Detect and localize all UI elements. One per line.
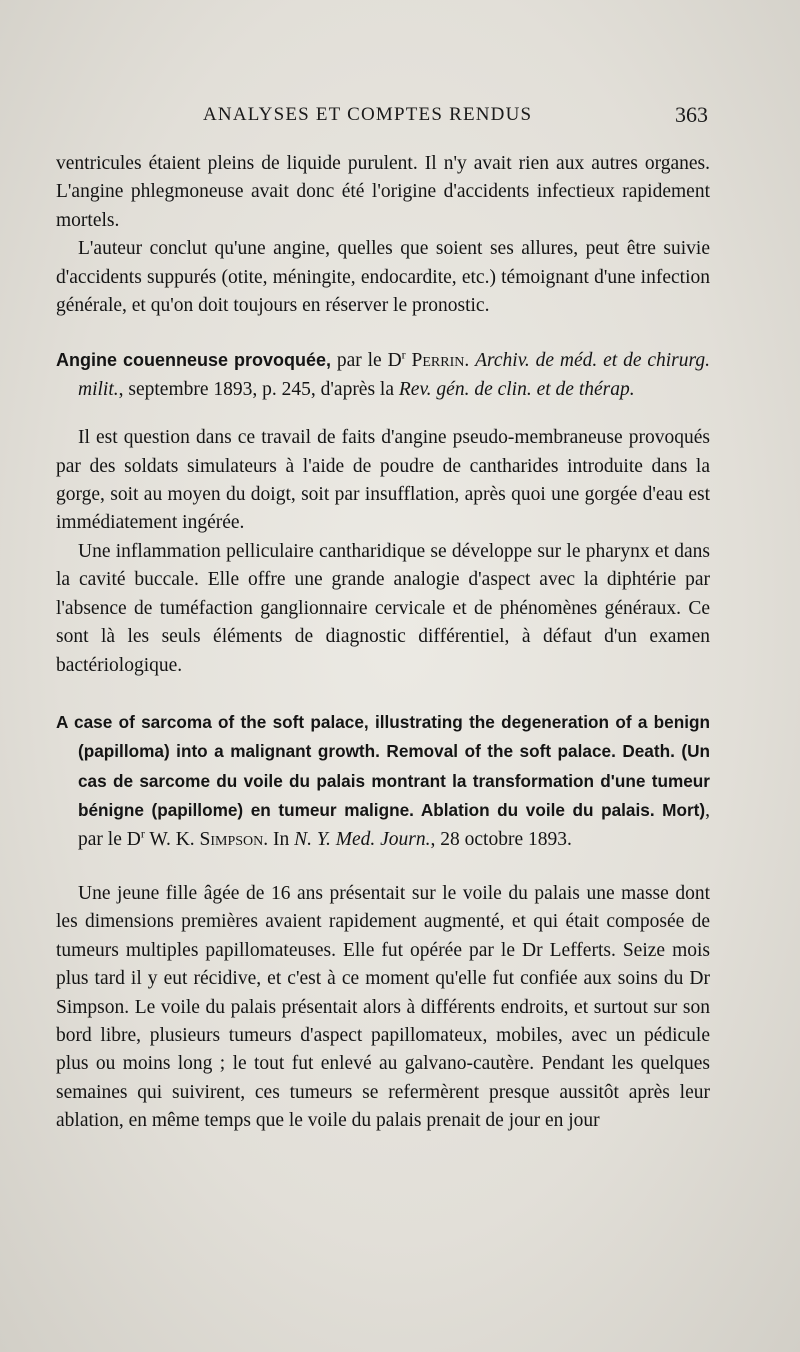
page-body	[56, 150, 710, 1136]
article-2-paragraph-1: Une jeune fille âgée de 16 ans présentait sur le voile du palais une masse dont les dimensions premières avaient rapidement augmenté, et qui était composée de tumeurs multiples papillomateuses. Elle fut opérée par le Dr Lefferts. Seize mois plus tard il y eut récidive, et c'est à ce moment qu'elle fut confiée aux soins du Dr Simpson. Le voile du palais présentait alors à différents endroits, et surtout sur son bord libre, plusieurs tumeurs d'aspect papillomateux, mobiles, avec un pédicule plus ou moins long ; le tout fut enlevé au galvano-cautère. Pendant les quelques semaines qui suivirent, ces tumeurs se refermèrent presque aussitôt après leur ablation, en même temps que le voile du palais prenait de jour en jour	[56, 882, 710, 1132]
article-1-by: par le D	[331, 350, 402, 372]
article-1-ref-journal: Rev. gén. de clin. et de thérap.	[398, 378, 635, 400]
article-1-author: Perrin	[405, 350, 465, 372]
article-1-journal: Archiv. de méd. et de chirurg. milit.	[78, 350, 710, 400]
page-number: 363	[675, 102, 708, 127]
article-2-journal: N. Y. Med. Journ.	[294, 828, 431, 850]
article-1-sep: .	[464, 350, 476, 372]
article-1-by-sup: r	[401, 347, 406, 362]
article-1-paragraph-2: Une inflammation pelliculaire cantharidique se développe sur le pharynx et dans la cavité buccale. Elle offre une grande analogie d'aspect avec la diphtérie par l'absence de tuméfaction ganglionnaire cervicale et de phénomènes généraux. Ce sont là les seuls éléments de diagnostic différentiel, à défaut d'un examen bactériologique.	[56, 540, 710, 676]
article-2-title: A case of sarcoma of the soft palace, illustrating the degeneration of a benign (papilloma) into a malignant growth. Removal of the soft palace. Death. (Un cas de sarcome du voile du palais montrant la transformation d'une tumeur bénigne (papillome) en tumeur maligne. Ablation du voile du palais. Mort)	[56, 711, 710, 821]
continuation-paragraph-2: L'auteur conclut qu'une angine, quelles que soient ses allures, peut être suivie d'accidents suppurés (otite, méningite, endocardite, etc.) témoignant d'une infection générale, et qu'on doit toujours en réserver le pronostic.	[56, 238, 710, 317]
article-1-title: Angine couenneuse provoquée,	[56, 350, 332, 371]
continuation-paragraph-1: ventricules étaient pleins de liquide purulent. Il n'y avait rien aux autres organes. L'angine phlegmoneuse avait donc été l'origine d'accidents infectieux rapidement mortels.	[56, 153, 710, 231]
article-2-by-sup: r	[140, 826, 145, 841]
article-2-by: , par le D	[78, 800, 710, 850]
running-head: ANALYSES ET COMPTES RENDUS	[203, 104, 533, 125]
article-2-sep: . In	[263, 828, 295, 850]
article-2-ref: , 28 octobre 1893.	[430, 828, 572, 850]
article-1-ref: , septembre 1893, p. 245, d'après la	[118, 378, 399, 400]
article-1-heading	[56, 346, 710, 404]
page-header	[0, 104, 800, 134]
article-2-heading	[56, 708, 710, 854]
article-2-author: W. K. Simpson	[144, 828, 264, 850]
article-1-paragraph-1: Il est question dans ce travail de faits d'angine pseudo-membraneuse provoqués par des soldats simulateurs à l'aide de poudre de cantharides introduite dans la gorge, soit au moyen du doigt, soit par insufflation, après quoi une gorgée d'eau est immédiatement ingérée.	[56, 427, 710, 534]
